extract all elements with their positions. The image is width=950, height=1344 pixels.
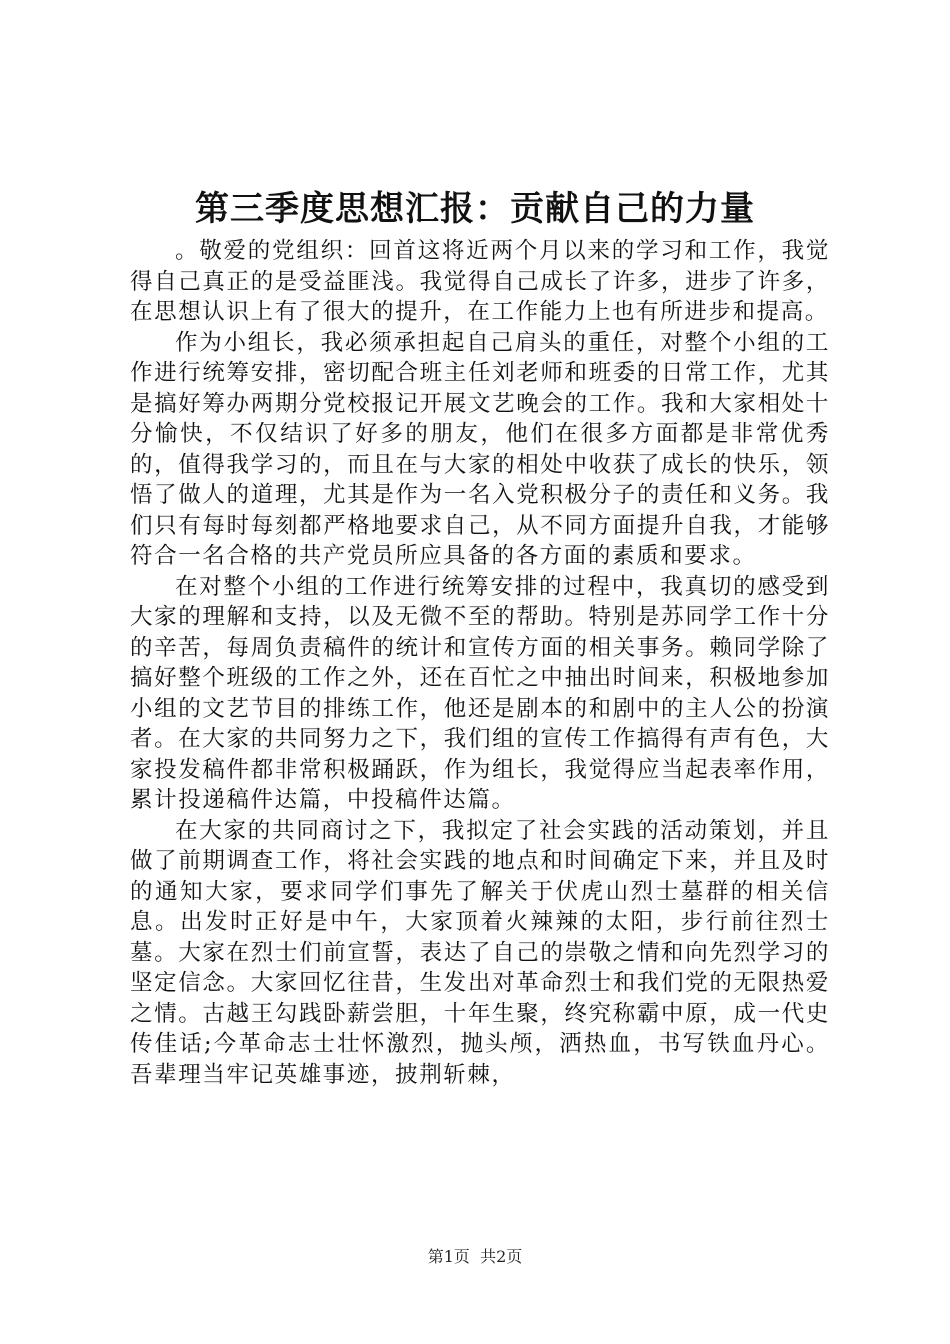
- paragraph-4: 在大家的共同商讨之下，我拟定了社会实践的活动策划，并且做了前期调查工作，将社会实践的地点和时间确定下来，并且及时的通知大家，要求同学们事先了解关于伏虎山烈士墓群的相关信息。出发时正好是中午，大家顶着火辣辣的太阳，步行前往烈士墓。大家在烈士们前宣誓，表达了自己的崇敬之情和向先烈学习的坚定信念。大家回忆往昔，生发出对革命烈士和我们党的无限热爱之情。古越王勾践卧薪尝胆，十年生聚，终究称霸中原，成一代史传佳话;今革命志士壮怀激烈，抛头颅，洒热血，书写铁血丹心。吾辈理当牢记英雄事迹，披荆斩棘，: [130, 817, 830, 1088]
- document-body: [130, 236, 830, 1090]
- page-footer: [0, 1246, 950, 1268]
- paragraph-1: 。敬爱的党组织：回首这将近两个月以来的学习和工作，我觉得自己真正的是受益匪浅。我觉得自己成长了许多，进步了许多，在思想认识上有了很大的提升，在工作能力上也有所进步和提高。: [130, 238, 830, 325]
- document-title: 第三季度思想汇报：贡献自己的力量: [195, 189, 755, 229]
- page-total: 共2页: [480, 1247, 523, 1266]
- footer-spacer: [470, 1247, 480, 1266]
- paragraph-3: 在对整个小组的工作进行统筹安排的过程中，我真切的感受到大家的理解和支持，以及无微不至的帮助。特别是苏同学工作十分的辛苦，每周负责稿件的统计和宣传方面的相关事务。赖同学除了搞好整个班级的工作之外，还在百忙之中抽出时间来，积极地参加小组的文艺节目的排练工作，他还是剧本的和剧中的主人公的扮演者。在大家的共同努力之下，我们组的宣传工作搞得有声有色，大家投发稿件都非常积极踊跃，作为组长，我觉得应当起表率作用，累计投递稿件达篇，中投稿件达篇。: [130, 573, 830, 813]
- page-number: 第1页: [427, 1247, 470, 1266]
- paragraph-2: 作为小组长，我必须承担起自己肩头的重任，对整个小组的工作进行统筹安排，密切配合班主任刘老师和班委的日常工作，尤其是搞好筹办两期分党校报记开展文艺晚会的工作。我和大家相处十分愉快，不仅结识了好多的朋友，他们在很多方面都是非常优秀的，值得我学习的，而且在与大家的相处中收获了成长的快乐，领悟了做人的道理，尤其是作为一名入党积极分子的责任和义务。我们只有每时每刻都严格地要求自己，从不同方面提升自我，才能够符合一名合格的共产党员所应具备的各方面的素质和要求。: [130, 329, 830, 569]
